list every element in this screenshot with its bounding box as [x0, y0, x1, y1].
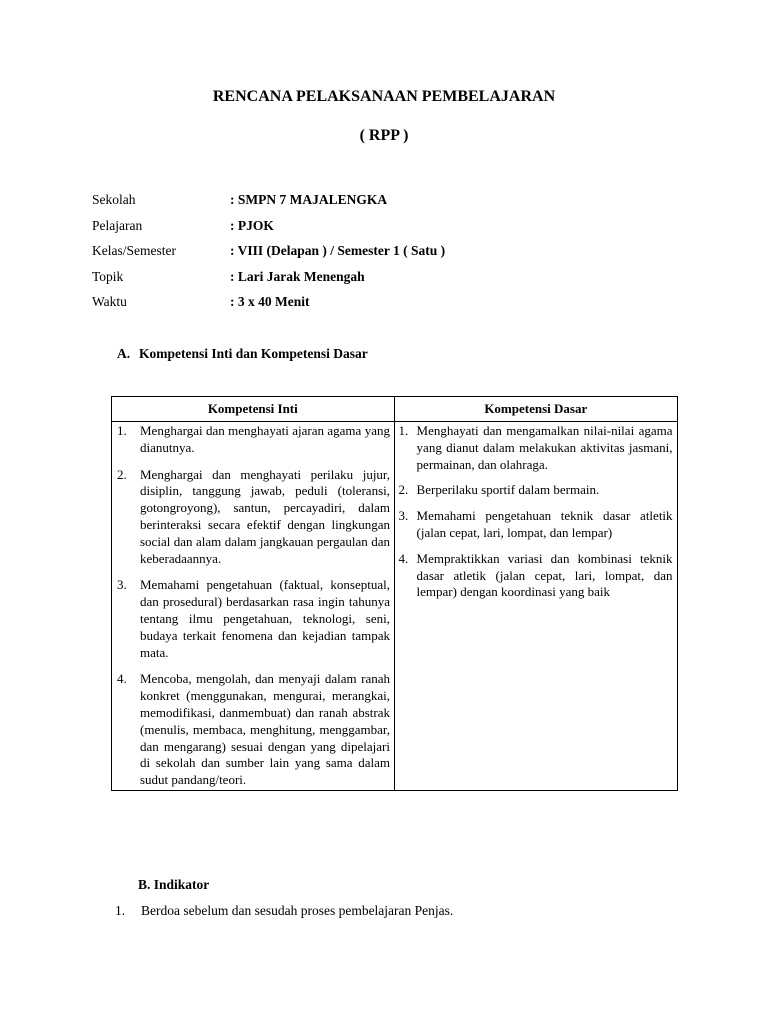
section-b-heading: B. Indikator	[138, 877, 210, 892]
item-text: Mempraktikkan variasi dan kombinasi teknik dasar atletik (jalan cepat, lari, lompat, dan lempar) dengan koordinasi yang baik	[416, 550, 673, 600]
section-a-heading	[117, 346, 368, 362]
list-item	[112, 467, 394, 568]
item-text: Berperilaku sportif dalam bermain.	[416, 482, 600, 498]
table-header-row	[112, 397, 678, 422]
info-row-sekolah	[92, 192, 692, 218]
item-number: 1.	[115, 903, 126, 918]
info-value: : SMPN 7 MAJALENGKA	[230, 192, 388, 207]
section-title: Kompetensi Inti dan Kompetensi Dasar	[139, 346, 368, 361]
info-value: : VIII (Delapan ) / Semester 1 ( Satu )	[230, 243, 446, 258]
item-text: Memahami pengetahuan teknik dasar atletik (jalan cepat, lari, lompat, dan lempar)	[416, 508, 673, 540]
list-item	[112, 423, 394, 457]
identity-block	[92, 192, 692, 320]
list-item	[395, 423, 677, 473]
list-item	[395, 482, 677, 499]
item-text: Memahami pengetahuan (faktual, konseptual, dan prosedural) berdasarkan rasa ingin tahunya tentang ilmu pengetahuan, teknologi, seni, budaya terkait fenomena dan kejadian tampak mata.	[140, 577, 390, 660]
header-kompetensi-dasar: Kompetensi Dasar	[394, 397, 677, 422]
competency-table	[111, 396, 678, 791]
info-value: : PJOK	[230, 217, 274, 233]
list-item	[395, 508, 677, 542]
indikator-item	[115, 903, 453, 919]
item-text: Menghargai dan menghayati ajaran agama yang dianutnya.	[140, 423, 390, 455]
info-value: : 3 x 40 Menit	[230, 294, 310, 309]
item-number: 4.	[398, 550, 409, 566]
kompetensi-inti-cell	[112, 422, 395, 791]
info-key: Kelas/Semester	[92, 243, 176, 258]
item-number: 1.	[398, 423, 409, 438]
info-key: Pelajaran	[92, 217, 143, 233]
info-row-waktu	[92, 294, 692, 320]
info-key: Sekolah	[92, 192, 136, 207]
item-number: 2.	[398, 482, 409, 498]
info-key: Waktu	[92, 294, 127, 309]
item-number: 3.	[117, 577, 127, 593]
info-key: Topik	[92, 268, 124, 284]
info-value: : Lari Jarak Menengah	[230, 268, 365, 284]
item-number: 1.	[117, 423, 127, 438]
item-number: 4.	[117, 671, 127, 687]
item-text: Menghayati dan mengamalkan nilai-nilai agama yang dianut dalam melakukan aktivitas jasmani, permainan, dan olahraga.	[416, 423, 673, 472]
item-number: 3.	[398, 508, 409, 524]
table-row	[112, 422, 678, 791]
info-row-pelajaran	[92, 218, 692, 244]
info-row-topik	[92, 269, 692, 295]
list-item	[112, 577, 394, 661]
item-text: Berdoa sebelum dan sesudah proses pembelajaran Penjas.	[141, 903, 454, 918]
document-subtitle: ( RPP )	[359, 127, 409, 144]
info-row-kelas-semester	[92, 243, 692, 269]
list-item	[395, 551, 677, 601]
kompetensi-dasar-cell	[394, 422, 677, 791]
section-number: A.	[117, 346, 131, 361]
item-number: 2.	[117, 466, 127, 482]
item-text: Mencoba, mengolah, dan menyaji dalam ranah konkret (menggunakan, mengurai, merangkai, memodifikasi, danmembuat) dan ranah abstrak (menulis, membaca, menghitung, menggambar, dan mengarang) sesuai dengan yang dipelajari di sekolah dan sumber lain yang sama dalam sudut pandang/teori.	[140, 671, 390, 788]
item-text: Menghargai dan menghayati perilaku jujur, disiplin, tanggung jawab, peduli (toleransi, gotongroyong), santun, percayadiri, dalam berinteraksi secara efektif dengan lingkungan social dan alam dalam jangkauan pergaulan dan keberadaannya.	[140, 466, 390, 566]
document-title: RENCANA PELAKSANAAN PEMBELAJARAN	[212, 88, 556, 105]
header-kompetensi-inti: Kompetensi Inti	[112, 397, 395, 422]
list-item	[112, 671, 394, 789]
